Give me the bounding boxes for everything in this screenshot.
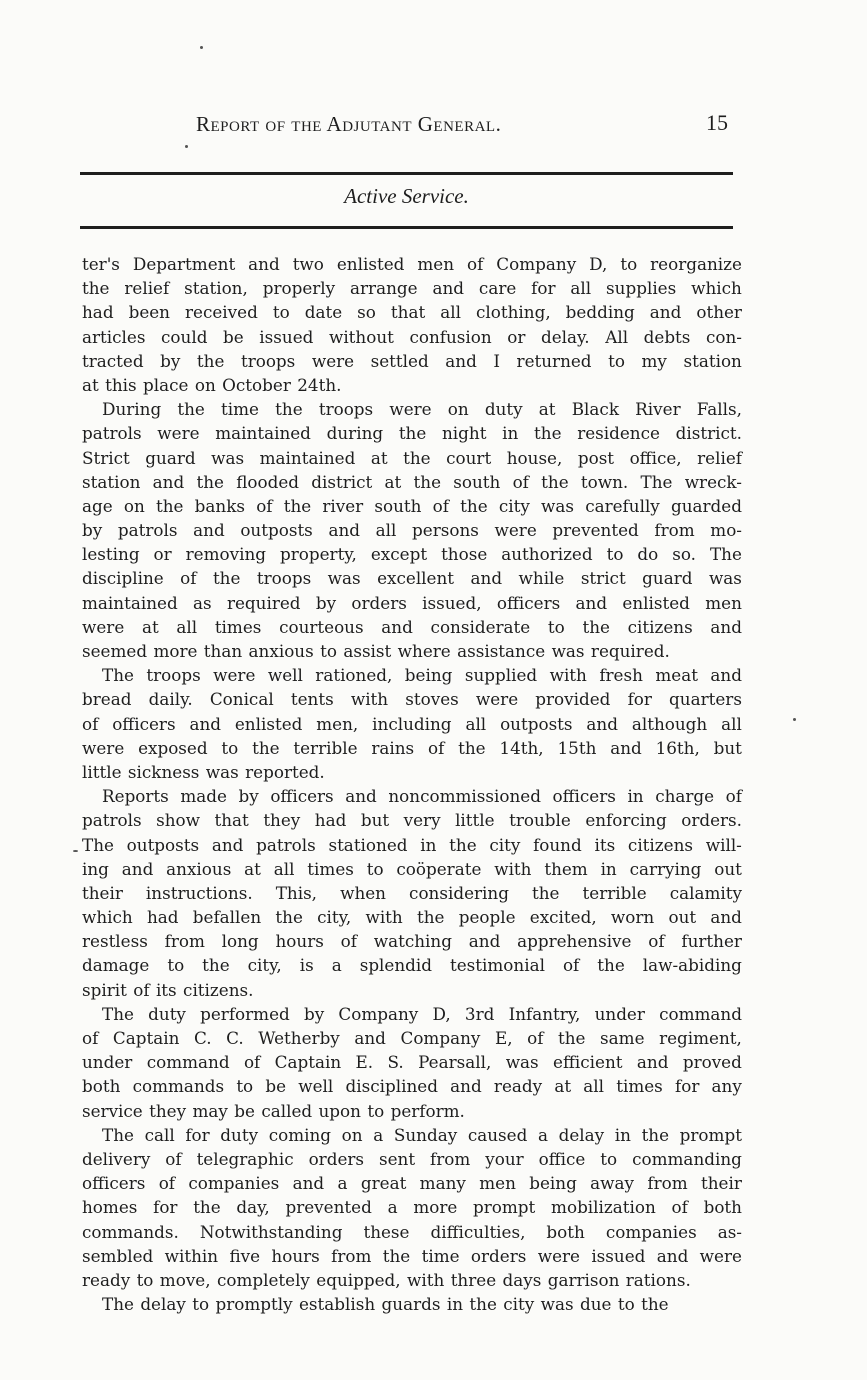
text-line: of Captain C. C. Wetherby and Company E, of the same regiment, bbox=[82, 1028, 742, 1048]
text-line: sembled within five hours from the time orders were issued and were bbox=[82, 1245, 742, 1266]
page-header bbox=[0, 108, 867, 144]
text-line: at this place on October 24th. bbox=[82, 374, 342, 395]
text-line: service they may be called upon to perform. bbox=[82, 1100, 465, 1121]
text-line: discipline of the troops was excellent and while strict guard was bbox=[82, 568, 742, 589]
text-line: maintained as required by orders issued, officers and enlisted men bbox=[82, 592, 742, 613]
page-number: 15 bbox=[706, 110, 728, 135]
text-line: commands. Notwithstanding these difficulties, both companies as- bbox=[82, 1221, 742, 1242]
text-line: under command of Captain E. S. Pearsall, was efficient and proved bbox=[82, 1052, 742, 1073]
text-line: were at all times courteous and considerate to the citizens and bbox=[82, 616, 742, 637]
text-line: ter's Department and two enlisted men of Company D, to reorganize bbox=[82, 254, 742, 274]
text-line: The troops were well rationed, being supplied with fresh meat and bbox=[102, 665, 742, 686]
paragraph bbox=[82, 663, 742, 784]
text-line: had been received to date so that all clothing, bedding and other bbox=[82, 302, 742, 323]
section-title-text: Active Service. bbox=[344, 184, 469, 208]
section-title bbox=[0, 184, 867, 209]
text-line: by patrols and outposts and all persons were prevented from mo- bbox=[82, 520, 742, 541]
text-line: The call for duty coming on a Sunday caused a delay in the prompt bbox=[102, 1124, 742, 1145]
text-line: were exposed to the terrible rains of the 14th, 15th and 16th, but bbox=[82, 737, 742, 758]
text-line: damage to the city, is a splendid testimonial of the law-abiding bbox=[82, 955, 742, 976]
text-line: ready to move, completely equipped, with three days garrison rations. bbox=[82, 1269, 691, 1290]
text-line: officers of companies and a great many men being away from their bbox=[82, 1173, 742, 1194]
paragraph bbox=[82, 252, 742, 397]
paragraph bbox=[82, 1123, 742, 1292]
header-rule-top bbox=[80, 172, 733, 175]
text-line: tracted by the troops were settled and I returned to my station bbox=[82, 350, 742, 371]
text-line: their instructions. This, when considering the terrible calamity bbox=[82, 882, 742, 903]
text-line: The duty performed by Company D, 3rd Infantry, under command bbox=[102, 1003, 742, 1024]
text-line: Reports made by officers and noncommissioned officers in charge of bbox=[102, 786, 742, 807]
text-line: little sickness was reported. bbox=[82, 761, 325, 782]
header-rule-bottom bbox=[80, 226, 733, 229]
text-line: spirit of its citizens. bbox=[82, 979, 254, 1000]
paragraph bbox=[82, 397, 742, 663]
running-title: Report of the Adjutant General. bbox=[196, 112, 502, 136]
text-line: During the time the troops were on duty at Black River Falls, bbox=[102, 399, 742, 420]
text-line: both commands to be well disciplined and ready at all times for any bbox=[82, 1076, 742, 1097]
text-line: bread daily. Conical tents with stoves were provided for quarters bbox=[82, 689, 742, 710]
text-line: the relief station, properly arrange and care for all supplies which bbox=[82, 278, 742, 299]
text-line: patrols were maintained during the night in the residence district. bbox=[82, 423, 742, 444]
text-line: The delay to promptly establish guards in the city was due to the bbox=[102, 1294, 669, 1315]
text-line: delivery of telegraphic orders sent from your office to commanding bbox=[82, 1148, 742, 1169]
text-line: station and the flooded district at the south of the town. The wreck- bbox=[82, 471, 742, 492]
text-line: articles could be issued without confusion or delay. All debts con- bbox=[82, 326, 742, 347]
text-line: restless from long hours of watching and apprehensive of further bbox=[82, 931, 742, 952]
body-text bbox=[82, 252, 742, 1316]
text-line: age on the banks of the river south of the city was carefully guarded bbox=[82, 495, 742, 516]
text-line: ing and anxious at all times to coöperate with them in carrying out bbox=[82, 858, 742, 879]
text-line: lesting or removing property, except those authorized to do so. The bbox=[82, 544, 742, 565]
paragraph bbox=[82, 1292, 742, 1316]
paragraph bbox=[82, 1002, 742, 1123]
text-line: which had befallen the city, with the people excited, worn out and bbox=[82, 907, 742, 928]
text-line: Strict guard was maintained at the court house, post office, relief bbox=[82, 447, 742, 468]
text-line: The outposts and patrols stationed in the city found its citizens will- bbox=[82, 834, 742, 855]
paragraph bbox=[82, 784, 742, 1002]
text-line: seemed more than anxious to assist where assistance was required. bbox=[82, 641, 670, 661]
text-line: homes for the day, prevented a more prompt mobilization of both bbox=[82, 1197, 742, 1218]
text-line: patrols show that they had but very little trouble enforcing orders. bbox=[82, 810, 742, 831]
text-line: of officers and enlisted men, including all outposts and although all bbox=[82, 713, 742, 734]
